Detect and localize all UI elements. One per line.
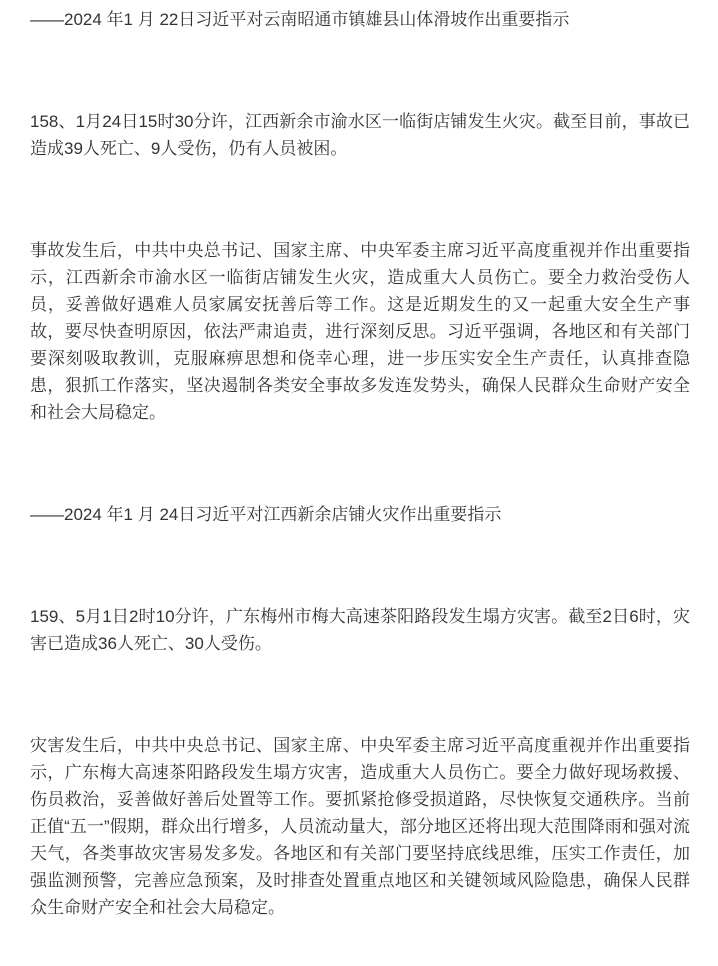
news-item-158-xinyu-fire: 158、1月24日15时30分许，江西新余市渝水区一临街店铺发生火灾。截至目前，事故已造成39人死亡、9人受伤，仍有人员被困。 xyxy=(30,112,690,158)
attribution-line-yunnan-landslide: ——2024 年1 月 22日习近平对云南昭通市镇雄县山体滑坡作出重要指示 xyxy=(30,10,570,29)
news-item-159-meizhou-collapse: 159、5月1日2时10分许，广东梅州市梅大高速茶阳路段发生塌方灾害。截至2日6时，灾害已造成36人死亡、30人受伤。 xyxy=(30,607,690,653)
attribution-line-xinyu-fire: ——2024 年1 月 24日习近平对江西新余店铺火灾作出重要指示 xyxy=(30,505,502,524)
instruction-paragraph-xinyu-fire: 事故发生后，中共中央总书记、国家主席、中央军委主席习近平高度重视并作出重要指示，江西新余市渝水区一临街店铺发生火灾，造成重大人员伤亡。要全力救治受伤人员，妥善做好遇难人员家属安抚善后等工作。这是近期发生的又一起重大安全生产事故，要尽快查明原因，依法严肃追责，进行深刻反思。习近平强调，各地区和有关部门要深刻吸取教训，克服麻痹思想和侥幸心理，进一步压实安全生产责任，认真排查隐患，狠抓工作落实，坚决遏制各类安全事故多发连发势头，确保人民群众生命财产安全和社会大局稳定。 xyxy=(30,241,690,422)
instruction-paragraph-meizhou-collapse: 灾害发生后，中共中央总书记、国家主席、中央军委主席习近平高度重视并作出重要指示，广东梅大高速茶阳路段发生塌方灾害，造成重大人员伤亡。要全力做好现场救援、伤员救治，妥善做好善后处置等工作。要抓紧抢修受损道路，尽快恢复交通秩序。当前正值“五一”假期，群众出行增多，人员流动量大，部分地区还将出现大范围降雨和强对流天气，各类事故灾害易发多发。各地区和有关部门要坚持底线思维，压实工作责任，加强监测预警，完善应急预案，及时排查处置重点地区和关键领域风险隐患，确保人民群众生命财产安全和社会大局稳定。 xyxy=(30,736,690,917)
